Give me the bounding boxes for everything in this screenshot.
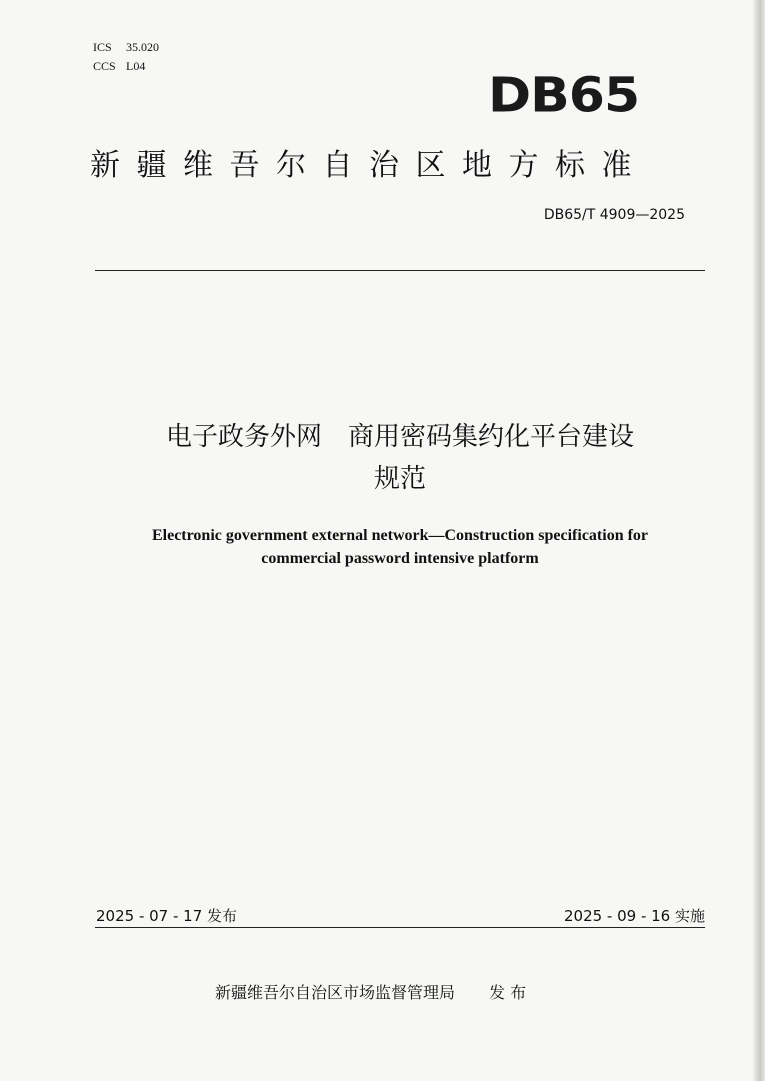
publish-date: 2025 - 07 - 17 发布 [96, 907, 238, 925]
top-divider [95, 270, 705, 271]
standard-type-heading: 新疆维吾尔自治区地方标准 [90, 148, 648, 183]
ccs-label: CCS [93, 59, 116, 73]
implementation-date: 2025 - 09 - 16 实施 [563, 907, 705, 925]
bottom-divider [95, 927, 705, 928]
standard-number: DB65/T 4909—2025 [543, 207, 685, 223]
ics-value: 35.020 [126, 40, 159, 54]
chinese-title-line-2: 规范 [373, 464, 426, 494]
db65-logo: DB65 [488, 68, 640, 124]
english-title [60, 524, 740, 570]
ics-label: ICS [93, 40, 112, 54]
chinese-title-line-1: 电子政务外网 商用密码集约化平台建设 [165, 422, 634, 452]
classification-codes [93, 38, 159, 76]
scan-edge-shadow [753, 0, 765, 1081]
ccs-code-row [93, 57, 159, 76]
english-title-line-2: commercial password intensive platform [261, 550, 539, 567]
chinese-title [60, 416, 740, 500]
issuer-name: 新疆维吾尔自治区市场监督管理局 [215, 983, 456, 1002]
ics-code-row [93, 38, 159, 57]
ccs-value: L04 [126, 59, 146, 73]
english-title-line-1: Electronic government external network—Construction specification for [151, 527, 649, 544]
issuing-authority [215, 980, 526, 1003]
issue-word: 发 布 [489, 983, 527, 1002]
